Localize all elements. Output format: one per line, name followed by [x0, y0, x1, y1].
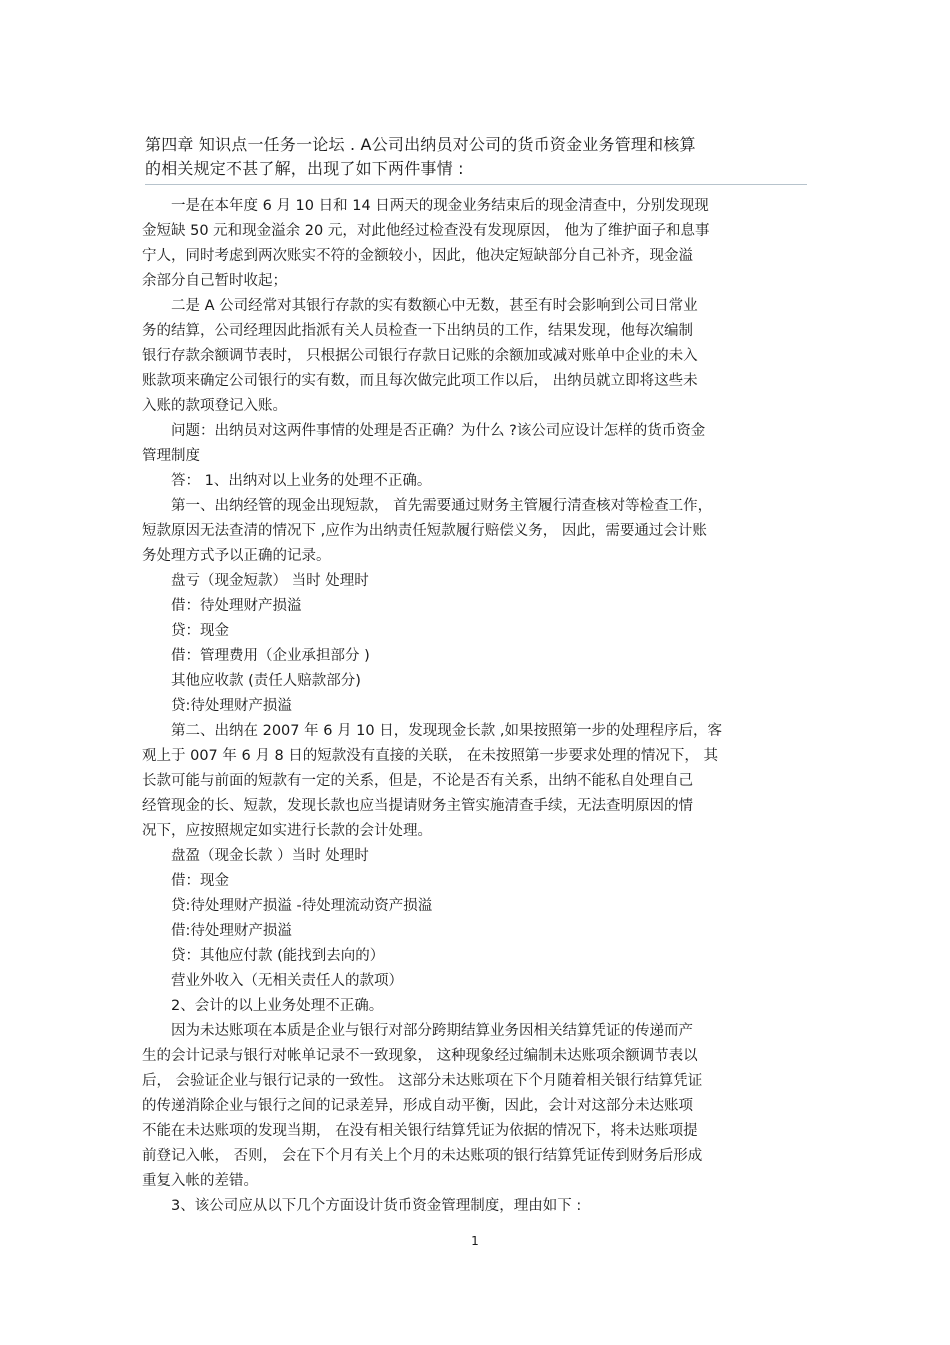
text-line: 贷:待处理财产损溢	[171, 698, 292, 714]
text-line: 借：待处理财产损溢	[171, 598, 302, 614]
page-number: 1	[471, 1234, 479, 1248]
text-line: 账款项来确定公司银行的实有数，而且每次做完此项工作以后， 出纳员就立即将这些未	[142, 373, 698, 389]
text-line: 生的会计记录与银行对帐单记录不一致现象， 这种现象经过编制未达账项余额调节表以	[142, 1048, 698, 1064]
text-line: 第一、出纳经管的现金出现短款， 首先需要通过财务主管履行清查核对等检查工作，	[171, 498, 713, 514]
text-line: 银行存款余额调节表时， 只根据公司银行存款日记账的余额加或减对账单中企业的未入	[142, 348, 698, 364]
text-line: 盘盈（现金长款 ）当时 处理时	[171, 848, 369, 864]
text-line: 借：现金	[171, 873, 229, 889]
text-line: 入账的款项登记入账。	[142, 398, 287, 414]
text-line: 借：管理费用（企业承担部分 )	[171, 648, 370, 664]
text-line: 务处理方式予以正确的记录。	[142, 548, 331, 564]
text-line: 问题：出纳员对这两件事情的处理是否正确？为什么 ?该公司应设计怎样的货币资金	[171, 423, 706, 439]
text-line: 第二、出纳在 2007 年 6 月 10 日，发现现金长款 ,如果按照第一步的处理程序后，客	[171, 723, 722, 739]
text-line: 一是在本年度 6 月 10 日和 14 日两天的现金业务结束后的现金清查中，分别发现现	[171, 198, 709, 214]
text-line: 贷：其他应付款 (能找到去向的）	[171, 948, 385, 964]
text-line: 因为未达账项在本质是企业与银行对部分跨期结算业务因相关结算凭证的传递而产	[171, 1023, 693, 1039]
text-line: 短款原因无法查清的情况下 ,应作为出纳责任短款履行赔偿义务， 因此，需要通过会计账	[142, 523, 707, 539]
text-line: 二是 A 公司经常对其银行存款的实有数额心中无数，甚至有时会影响到公司日常业	[171, 298, 698, 314]
text-line: 长款可能与前面的短款有一定的关系，但是，不论是否有关系，出纳不能私自处理自己	[142, 773, 693, 789]
text-line: 管理制度	[142, 448, 200, 464]
text-line: 贷：现金	[171, 623, 229, 639]
title-line-2: 的相关规定不甚了解，出现了如下两件事情 :	[145, 159, 464, 178]
text-line: 3、该公司应从以下几个方面设计货币资金管理制度，理由如下 :	[171, 1198, 582, 1214]
title-line-1: 第四章 知识点一任务一论坛 . A公司出纳员对公司的货币资金业务管理和核算	[145, 135, 696, 154]
title-divider	[145, 184, 807, 185]
text-line: 答： 1、出纳对以上业务的处理不正确。	[171, 473, 432, 489]
text-line: 的传递消除企业与银行之间的记录差异，形成自动平衡，因此，会计对这部分未达账项	[142, 1098, 693, 1114]
text-line: 观上于 007 年 6 月 8 日的短款没有直接的关联， 在未按照第一步要求处理的情况下， 其	[142, 748, 718, 764]
page-title	[145, 133, 815, 181]
text-line: 借:待处理财产损溢	[171, 923, 292, 939]
text-line: 金短缺 50 元和现金溢余 20 元，对此他经过检查没有发现原因， 他为了维护面子和息事	[142, 223, 710, 239]
text-line: 务的结算，公司经理因此指派有关人员检查一下出纳员的工作，结果发现，他每次编制	[142, 323, 693, 339]
text-line: 后， 会验证企业与银行记录的一致性。 这部分未达账项在下个月随着相关银行结算凭证	[142, 1073, 703, 1089]
document-body	[142, 194, 817, 1219]
text-line: 重复入帐的差错。	[142, 1173, 258, 1189]
text-line: 不能在未达账项的发现当期， 在没有相关银行结算凭证为依据的情况下，将未达账项提	[142, 1123, 698, 1139]
text-line: 2、会计的以上业务处理不正确。	[171, 998, 384, 1014]
text-line: 余部分自己暂时收起；	[142, 273, 287, 289]
text-line: 贷:待处理财产损溢 -待处理流动资产损溢	[171, 898, 433, 914]
text-line: 况下，应按照规定如实进行长款的会计处理。	[142, 823, 432, 839]
text-line: 宁人，同时考虑到两次账实不符的金额较小，因此，他决定短缺部分自己补齐，现金溢	[142, 248, 693, 264]
text-line: 经管现金的长、短款，发现长款也应当提请财务主管实施清查手续，无法查明原因的情	[142, 798, 693, 814]
text-line: 盘亏（现金短款） 当时 处理时	[171, 573, 369, 589]
text-line: 营业外收入（无相关责任人的款项）	[171, 973, 403, 989]
text-line: 前登记入帐， 否则， 会在下个月有关上个月的未达账项的银行结算凭证传到财务后形成	[142, 1148, 703, 1164]
text-line: 其他应收款 (责任人赔款部分)	[171, 673, 361, 689]
